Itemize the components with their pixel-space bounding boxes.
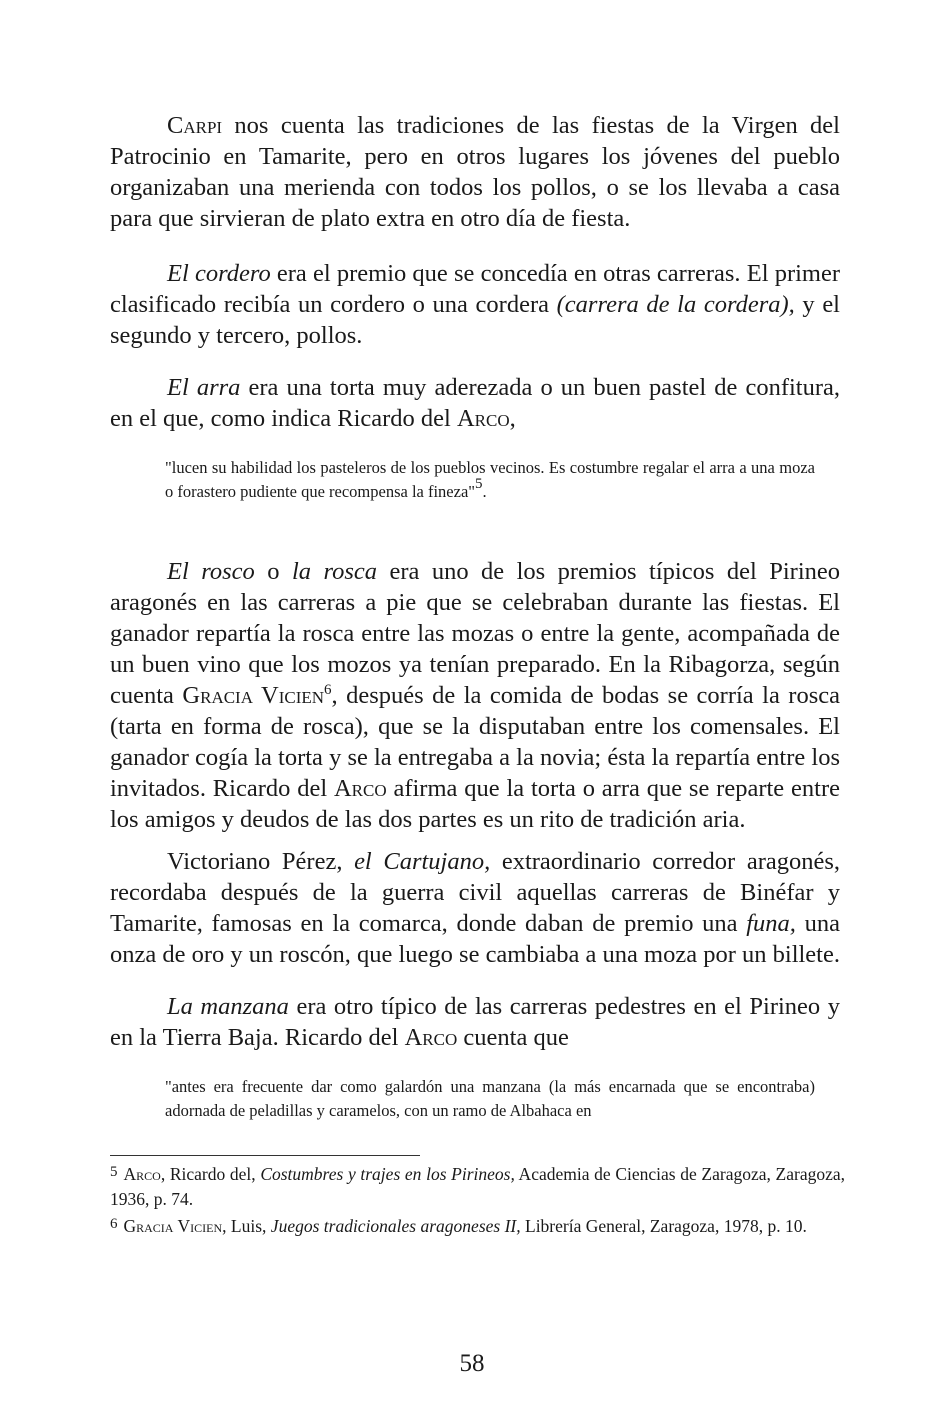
paragraph-rosco [110,556,840,835]
paragraph-cordero [110,258,840,351]
block-quote-arra [165,456,815,503]
footnote-ref-5: 5 [475,475,483,492]
paragraph-text: extraordinario corredor aragonés, recordaba después de la guerra civil aquellas carreras de Binéfar y Tamarite, famosas en la comarca, donde daban de premio una [110,848,841,937]
footnote-text: , Ricardo del, [160,1164,261,1184]
author-name: Gracia Vicien [182,682,325,709]
footnote-title: Juegos tradicionales aragoneses II, [270,1216,521,1236]
paragraph-text: , después de la comida de bodas se corría la rosca (tarta en forma de rosca), que se la disputaban entre los comensales. El ganador cogía la torta y se la entregaba a la novia; ésta la repartía entre los invitados. Ricardo del [110,682,840,802]
block-quote-manzana [165,1075,815,1122]
quote-end: . [482,481,487,501]
page-number: 58 [459,1350,485,1377]
footnote-author: Gracia Vicien [123,1216,223,1236]
term-italic: funa, [746,910,796,937]
paragraph-text: nos cuenta las tradiciones de las fiestas de la Virgen del Patrocinio en Tamarite, pero en otros lugares los jóvenes del pueblo organizaban una merienda con todos los pollos, o se los llevaba a casa para que sirvieran de plato extra en otro día de fiesta. [110,112,840,232]
author-name: Arco [333,775,387,802]
paragraph-text: o [254,558,292,585]
term-italic: El rosco [167,558,255,585]
footnote-6 [110,1212,845,1239]
footnote-number: 5 [110,1164,118,1180]
paragraph-manzana [110,991,840,1053]
paragraph-arra [110,372,840,434]
paragraph-text: era uno de los premios típicos del Pirineo aragonés en las carreras a pie que se celebraban durante las fiestas. El ganador repartía la rosca entre las mozas o entre la gente, acompañada de un buen vino que los mozos ya tenían preparado. En la Ribagorza, según cuenta [110,558,841,709]
paragraph-text: era una torta muy aderezada o un buen pastel de confitura, en el que, como indica Ricardo del [110,374,841,432]
author-name: Arco [456,405,510,432]
footnote-ref-6: 6 [324,682,332,698]
term-italic: La manzana [167,993,289,1020]
author-name: Carpi [167,112,223,139]
author-name: Arco [404,1024,458,1051]
term-italic: El arra [167,374,241,401]
footnote-5 [110,1160,845,1212]
paragraph-text: era otro típico de las carreras pedestres en el Pirineo y en la Tierra Baja. Ricardo del [110,993,840,1051]
term-italic: (carrera de la cordera), [556,291,795,318]
paragraph-carpi [110,110,840,234]
footnote-divider [110,1155,420,1156]
paragraph-text: afirma que la torta o arra que se reparte entre los amigos y deudos de las dos partes es un rito de tradición aria. [110,775,840,833]
paragraph-text: era el premio que se concedía en otras carreras. El primer clasificado recibía un cordero o una cordera [110,260,841,318]
term-italic: El cordero [167,260,271,287]
footnote-text: Librería General, Zaragoza, 1978, p. 10. [520,1216,807,1236]
footnote-author: Arco [123,1164,161,1184]
paragraph-text: cuenta que [457,1024,569,1051]
quote-text: "lucen su habilidad los pasteleros de los pueblos vecinos. Es costumbre regalar el arra a una moza o forastero pudiente que recompensa la fineza" [165,458,815,501]
paragraph-cartujano [110,846,840,970]
term-italic: la rosca [291,558,377,585]
footnote-text: Academia de Ciencias de Zaragoza, Zaragoza, 1936, p. 74. [110,1164,846,1209]
paragraph-text: , [509,405,516,432]
paragraph-text: y el segundo y tercero, pollos. [110,291,840,349]
footnote-text: , Luis, [222,1216,271,1236]
paragraph-text: Victoriano Pérez, [167,848,355,875]
quote-text: "antes era frecuente dar como galardón una manzana (la más encarnada que se encontraba) adornada de peladillas y caramelos, con un ramo de Albahaca en [165,1077,815,1120]
paragraph-text: una onza de oro y un roscón, que luego se cambiaba a una moza por un billete. [110,910,841,968]
term-italic: el Cartujano, [354,848,491,875]
footnote-number: 6 [110,1216,118,1232]
footnote-title: Costumbres y trajes en los Pirineos, [260,1164,515,1184]
